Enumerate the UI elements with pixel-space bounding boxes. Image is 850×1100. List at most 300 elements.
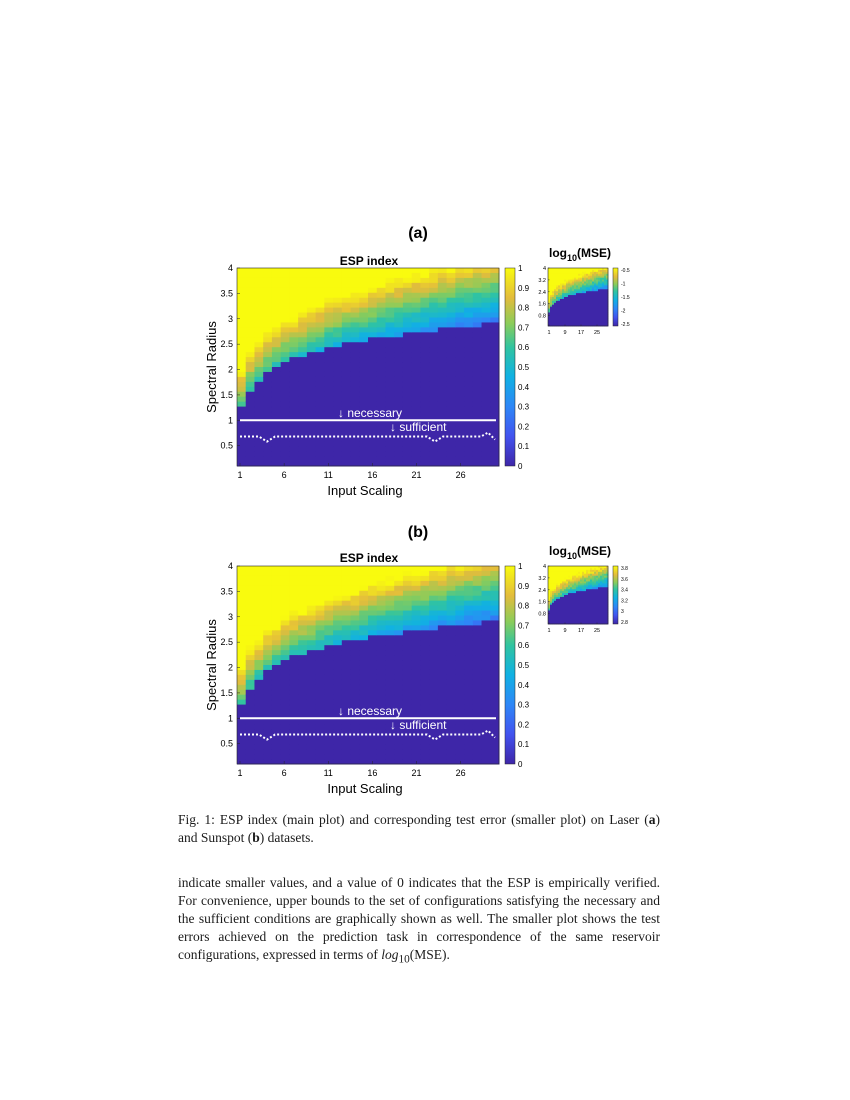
heatmap-cell bbox=[263, 729, 272, 734]
heatmap-cell bbox=[473, 426, 482, 431]
heatmap-cell bbox=[237, 407, 246, 412]
heatmap-cell bbox=[359, 322, 368, 327]
heatmap-cell bbox=[351, 601, 360, 606]
heatmap-cell bbox=[412, 645, 421, 650]
heatmap-cell bbox=[482, 675, 491, 680]
heatmap-cell bbox=[316, 739, 325, 744]
heatmap-cell bbox=[342, 665, 351, 670]
heatmap-cell bbox=[254, 670, 263, 675]
heatmap-cell bbox=[342, 347, 351, 352]
heatmap-cell bbox=[482, 387, 491, 392]
heatmap-cell bbox=[385, 581, 394, 586]
heatmap-cell bbox=[263, 705, 272, 710]
heatmap-cell bbox=[420, 367, 429, 372]
heatmap-cell bbox=[263, 724, 272, 729]
heatmap-cell bbox=[351, 446, 360, 451]
heatmap-cell bbox=[281, 754, 290, 759]
y-tick-label: 1.5 bbox=[220, 687, 233, 698]
x-tick-label: 26 bbox=[455, 768, 466, 778]
heatmap-cell bbox=[455, 293, 464, 298]
heatmap-cell bbox=[316, 426, 325, 431]
heatmap-cell bbox=[342, 441, 351, 446]
heatmap-cell bbox=[359, 352, 368, 357]
heatmap-cell bbox=[263, 426, 272, 431]
heatmap-cell bbox=[289, 759, 298, 764]
heatmap-cell bbox=[482, 754, 491, 759]
heatmap-cell bbox=[429, 655, 438, 660]
heatmap-cell bbox=[403, 446, 412, 451]
heatmap-cell bbox=[298, 724, 307, 729]
heatmap-cell bbox=[324, 352, 333, 357]
heatmap-cell bbox=[289, 695, 298, 700]
heatmap-cell bbox=[351, 441, 360, 446]
heatmap-cell bbox=[403, 616, 412, 621]
heatmap-cell bbox=[359, 719, 368, 724]
heatmap-cell bbox=[237, 616, 246, 621]
heatmap-cell bbox=[403, 705, 412, 710]
heatmap-cell bbox=[394, 441, 403, 446]
heatmap-cell bbox=[438, 347, 447, 352]
heatmap-cell bbox=[272, 382, 281, 387]
y-tick-label: 0.8 bbox=[538, 313, 546, 320]
x-tick-label: 21 bbox=[411, 470, 422, 480]
heatmap-cell bbox=[289, 426, 298, 431]
heatmap-cell bbox=[429, 630, 438, 635]
heatmap-cell bbox=[298, 412, 307, 417]
heatmap-cell bbox=[490, 705, 499, 710]
heatmap-cell bbox=[272, 650, 281, 655]
heatmap-cell bbox=[246, 352, 255, 357]
heatmap-cell bbox=[298, 367, 307, 372]
heatmap-cell bbox=[307, 660, 316, 665]
heatmap-cell bbox=[307, 377, 316, 382]
heatmap-cell bbox=[298, 298, 307, 303]
heatmap-cell bbox=[438, 352, 447, 357]
heatmap-cell bbox=[447, 412, 456, 417]
heatmap-cell bbox=[324, 273, 333, 278]
heatmap-cell bbox=[254, 611, 263, 616]
heatmap-cell bbox=[351, 581, 360, 586]
heatmap-cell bbox=[464, 710, 473, 715]
heatmap-cell bbox=[307, 650, 316, 655]
heatmap-cell bbox=[490, 327, 499, 332]
heatmap-cell bbox=[254, 397, 263, 402]
heatmap-cell bbox=[368, 611, 377, 616]
heatmap-cell bbox=[385, 377, 394, 382]
heatmap-cell bbox=[429, 397, 438, 402]
heatmap-cell bbox=[490, 754, 499, 759]
heatmap-cell bbox=[490, 650, 499, 655]
heatmap-cell bbox=[281, 377, 290, 382]
heatmap-cell bbox=[455, 387, 464, 392]
heatmap-cell bbox=[307, 441, 316, 446]
heatmap-cell bbox=[316, 308, 325, 313]
heatmap-cell bbox=[272, 759, 281, 764]
heatmap-cell bbox=[351, 596, 360, 601]
heatmap-cell bbox=[351, 749, 360, 754]
heatmap-cell bbox=[482, 342, 491, 347]
heatmap-cell bbox=[429, 571, 438, 576]
heatmap-cell bbox=[455, 685, 464, 690]
heatmap-cell bbox=[272, 327, 281, 332]
heatmap-cell bbox=[298, 342, 307, 347]
heatmap-cell bbox=[455, 313, 464, 318]
heatmap-cell bbox=[447, 690, 456, 695]
heatmap-cell bbox=[246, 446, 255, 451]
heatmap-cell bbox=[420, 586, 429, 591]
heatmap-cell bbox=[403, 392, 412, 397]
heatmap-cell bbox=[412, 446, 421, 451]
heatmap-cell bbox=[272, 303, 281, 308]
heatmap-cell bbox=[333, 367, 342, 372]
heatmap-cell bbox=[447, 640, 456, 645]
heatmap-cell bbox=[307, 754, 316, 759]
heatmap-cell bbox=[298, 576, 307, 581]
heatmap-cell bbox=[447, 744, 456, 749]
heatmap-cell bbox=[359, 273, 368, 278]
heatmap-cell bbox=[447, 362, 456, 367]
heatmap-cell bbox=[420, 596, 429, 601]
heatmap-cell bbox=[420, 377, 429, 382]
heatmap-cell bbox=[281, 640, 290, 645]
heatmap-cell bbox=[333, 313, 342, 318]
heatmap-cell bbox=[490, 362, 499, 367]
heatmap-cell bbox=[289, 342, 298, 347]
heatmap-cell bbox=[403, 318, 412, 323]
heatmap-cell bbox=[429, 268, 438, 273]
heatmap-cell bbox=[412, 293, 421, 298]
heatmap-cell bbox=[420, 670, 429, 675]
heatmap-cell bbox=[377, 665, 386, 670]
heatmap-cell bbox=[447, 591, 456, 596]
heatmap-cell bbox=[246, 313, 255, 318]
heatmap-cell bbox=[473, 700, 482, 705]
heatmap-cell bbox=[420, 606, 429, 611]
heatmap-cell bbox=[298, 635, 307, 640]
heatmap-cell bbox=[272, 392, 281, 397]
heatmap-cell bbox=[403, 278, 412, 283]
heatmap-cell bbox=[438, 362, 447, 367]
heatmap-cell bbox=[246, 412, 255, 417]
heatmap-cell bbox=[412, 367, 421, 372]
heatmap-cell bbox=[324, 313, 333, 318]
heatmap-cell bbox=[368, 342, 377, 347]
heatmap-cell bbox=[473, 352, 482, 357]
heatmap-cell bbox=[351, 719, 360, 724]
x-tick-label: 25 bbox=[593, 628, 601, 634]
heatmap-cell bbox=[490, 616, 499, 621]
heatmap-cell bbox=[420, 273, 429, 278]
heatmap-cell bbox=[316, 685, 325, 690]
heatmap-cell bbox=[342, 283, 351, 288]
heatmap-cell bbox=[420, 327, 429, 332]
heatmap-cell bbox=[333, 273, 342, 278]
heatmap-cell bbox=[359, 298, 368, 303]
heatmap-cell bbox=[412, 308, 421, 313]
heatmap-cell bbox=[420, 337, 429, 342]
heatmap-cell bbox=[420, 332, 429, 337]
heatmap-cell bbox=[394, 650, 403, 655]
heatmap-cell bbox=[394, 739, 403, 744]
heatmap-cell bbox=[289, 719, 298, 724]
heatmap-cell bbox=[246, 635, 255, 640]
heatmap-cell bbox=[490, 352, 499, 357]
heatmap-cell bbox=[482, 347, 491, 352]
heatmap-cell bbox=[237, 635, 246, 640]
heatmap-cell bbox=[420, 298, 429, 303]
heatmap-cell bbox=[464, 591, 473, 596]
heatmap-cell bbox=[298, 665, 307, 670]
heatmap-cell bbox=[394, 596, 403, 601]
heatmap-cell bbox=[351, 724, 360, 729]
heatmap-cell bbox=[272, 372, 281, 377]
heatmap-cell bbox=[455, 451, 464, 456]
heatmap-cell bbox=[429, 387, 438, 392]
heatmap-cell bbox=[464, 392, 473, 397]
heatmap-cell bbox=[473, 754, 482, 759]
heatmap-cell bbox=[464, 377, 473, 382]
heatmap-cell bbox=[359, 441, 368, 446]
heatmap-cell bbox=[324, 739, 333, 744]
heatmap-cell bbox=[281, 347, 290, 352]
heatmap-cell bbox=[464, 576, 473, 581]
heatmap-cell bbox=[490, 700, 499, 705]
heatmap-cell bbox=[385, 665, 394, 670]
heatmap-cell bbox=[455, 645, 464, 650]
heatmap-cell bbox=[412, 332, 421, 337]
heatmap-cell bbox=[455, 402, 464, 407]
colorbar-tick-label: -2.5 bbox=[621, 322, 630, 328]
heatmap-cell bbox=[482, 749, 491, 754]
heatmap-cell bbox=[490, 675, 499, 680]
heatmap-cell bbox=[237, 402, 246, 407]
heatmap-cell bbox=[351, 397, 360, 402]
heatmap-cell bbox=[412, 685, 421, 690]
heatmap-cell bbox=[420, 268, 429, 273]
heatmap-cell bbox=[420, 739, 429, 744]
heatmap-cell bbox=[333, 397, 342, 402]
body-paragraph: indicate smaller values, and a value of 0 indicates that the ESP is empirically verified. For convenience, upper bounds to the set of configurations satisfying the necessary and the sufficient conditions are graphically shown as well. The smaller plot shows the test errors achieved on the prediction task in correspondence of the same reservoir configurations, expressed in terms of $\log_{10}(MSE)$. bbox=[178, 875, 660, 966]
heatmap-cell bbox=[246, 566, 255, 571]
heatmap-cell bbox=[438, 337, 447, 342]
heatmap-cell bbox=[438, 749, 447, 754]
heatmap-cell bbox=[455, 655, 464, 660]
heatmap-cell bbox=[473, 566, 482, 571]
heatmap-cell bbox=[246, 596, 255, 601]
heatmap-cell bbox=[455, 719, 464, 724]
heatmap-cell bbox=[359, 581, 368, 586]
heatmap-cell bbox=[420, 318, 429, 323]
heatmap-cell bbox=[438, 591, 447, 596]
heatmap-cell bbox=[333, 754, 342, 759]
heatmap-cell bbox=[464, 441, 473, 446]
heatmap-cell bbox=[263, 387, 272, 392]
heatmap-cell bbox=[403, 680, 412, 685]
heatmap-cell bbox=[394, 759, 403, 764]
heatmap-cell bbox=[298, 601, 307, 606]
heatmap-cell bbox=[237, 273, 246, 278]
heatmap-cell bbox=[316, 640, 325, 645]
x-tick-label: 17 bbox=[577, 330, 585, 336]
heatmap-cell bbox=[403, 268, 412, 273]
heatmap-cell bbox=[263, 620, 272, 625]
heatmap-cell bbox=[385, 611, 394, 616]
heatmap-cell bbox=[447, 566, 456, 571]
heatmap-cell bbox=[438, 690, 447, 695]
heatmap-cell bbox=[473, 303, 482, 308]
heatmap-cell bbox=[289, 754, 298, 759]
colorbar-tick-label: 0.7 bbox=[518, 323, 530, 333]
heatmap-cell bbox=[237, 645, 246, 650]
heatmap-cell bbox=[412, 377, 421, 382]
heatmap-cell bbox=[412, 739, 421, 744]
heatmap-cell bbox=[482, 635, 491, 640]
heatmap-cell bbox=[254, 298, 263, 303]
heatmap-cell bbox=[377, 670, 386, 675]
heatmap-cell bbox=[473, 387, 482, 392]
heatmap-cell bbox=[473, 680, 482, 685]
heatmap-cell bbox=[246, 372, 255, 377]
heatmap-cell bbox=[333, 670, 342, 675]
heatmap-cell bbox=[394, 630, 403, 635]
heatmap-cell bbox=[298, 337, 307, 342]
heatmap-cell bbox=[377, 347, 386, 352]
heatmap-cell bbox=[324, 695, 333, 700]
heatmap-cell bbox=[342, 680, 351, 685]
heatmap-cell bbox=[368, 327, 377, 332]
heatmap-cell bbox=[254, 591, 263, 596]
heatmap-cell bbox=[316, 645, 325, 650]
y-tick-label: 1 bbox=[227, 415, 233, 426]
heatmap-cell bbox=[412, 734, 421, 739]
heatmap-cell bbox=[368, 591, 377, 596]
heatmap-cell bbox=[254, 690, 263, 695]
heatmap-cell bbox=[359, 367, 368, 372]
heatmap-cell bbox=[333, 283, 342, 288]
x-axis-label: Input Scaling bbox=[327, 781, 403, 796]
heatmap-cell bbox=[316, 576, 325, 581]
heatmap-cell bbox=[455, 372, 464, 377]
heatmap-cell bbox=[324, 278, 333, 283]
heatmap-cell bbox=[289, 616, 298, 621]
heatmap-cell bbox=[237, 372, 246, 377]
heatmap-cell bbox=[316, 412, 325, 417]
heatmap-cell bbox=[447, 685, 456, 690]
heatmap-cell bbox=[272, 601, 281, 606]
heatmap-cell bbox=[333, 382, 342, 387]
heatmap-cell bbox=[342, 566, 351, 571]
heatmap-cell bbox=[412, 586, 421, 591]
heatmap-cell bbox=[394, 293, 403, 298]
heatmap-cell bbox=[237, 412, 246, 417]
heatmap-cell bbox=[272, 352, 281, 357]
heatmap-cell bbox=[263, 581, 272, 586]
heatmap-cell bbox=[412, 387, 421, 392]
heatmap-cell bbox=[246, 749, 255, 754]
heatmap-cell bbox=[359, 392, 368, 397]
heatmap-cell bbox=[447, 273, 456, 278]
heatmap-cell bbox=[482, 596, 491, 601]
x-tick-label: 1 bbox=[237, 768, 243, 778]
heatmap-cell bbox=[455, 303, 464, 308]
heatmap-cell bbox=[412, 441, 421, 446]
heatmap-cell bbox=[482, 665, 491, 670]
heatmap-cell bbox=[464, 303, 473, 308]
heatmap-cell bbox=[473, 601, 482, 606]
heatmap-cell bbox=[359, 397, 368, 402]
heatmap-cell bbox=[412, 596, 421, 601]
heatmap-cell bbox=[482, 446, 491, 451]
heatmap-cell bbox=[464, 382, 473, 387]
heatmap-cell bbox=[473, 739, 482, 744]
heatmap-cell bbox=[447, 630, 456, 635]
heatmap-cell bbox=[420, 625, 429, 630]
heatmap-cell bbox=[368, 749, 377, 754]
heatmap-cell bbox=[368, 695, 377, 700]
heatmap-cell bbox=[359, 606, 368, 611]
heatmap-cell bbox=[263, 268, 272, 273]
heatmap-cell bbox=[324, 308, 333, 313]
heatmap-cell bbox=[281, 645, 290, 650]
heatmap-cell bbox=[254, 451, 263, 456]
heatmap-cell bbox=[412, 690, 421, 695]
heatmap-cell bbox=[237, 586, 246, 591]
heatmap-cell bbox=[482, 690, 491, 695]
heatmap-cell bbox=[403, 402, 412, 407]
heatmap-cell bbox=[307, 278, 316, 283]
heatmap-cell bbox=[455, 382, 464, 387]
heatmap-cell bbox=[368, 357, 377, 362]
heatmap-cell bbox=[333, 308, 342, 313]
heatmap-cell bbox=[281, 630, 290, 635]
heatmap-cell bbox=[298, 759, 307, 764]
heatmap-cell bbox=[482, 308, 491, 313]
heatmap-cell bbox=[237, 601, 246, 606]
heatmap-cell bbox=[307, 327, 316, 332]
heatmap-cell bbox=[351, 322, 360, 327]
heatmap-cell bbox=[342, 357, 351, 362]
heatmap-cell bbox=[254, 680, 263, 685]
heatmap-cell bbox=[420, 362, 429, 367]
heatmap-cell bbox=[438, 303, 447, 308]
heatmap-cell bbox=[447, 650, 456, 655]
heatmap-cell bbox=[394, 352, 403, 357]
heatmap-cell bbox=[342, 591, 351, 596]
heatmap-cell bbox=[263, 695, 272, 700]
heatmap-cell bbox=[272, 441, 281, 446]
heatmap-cell bbox=[298, 327, 307, 332]
heatmap-cell bbox=[438, 665, 447, 670]
heatmap-cell bbox=[281, 581, 290, 586]
heatmap-cell bbox=[237, 611, 246, 616]
heatmap-cell bbox=[385, 759, 394, 764]
heatmap-cell bbox=[246, 273, 255, 278]
heatmap-cell bbox=[394, 461, 403, 466]
heatmap-cell bbox=[298, 332, 307, 337]
heatmap-cell bbox=[420, 566, 429, 571]
heatmap-cell bbox=[324, 660, 333, 665]
heatmap-cell bbox=[464, 327, 473, 332]
heatmap-cell bbox=[377, 611, 386, 616]
heatmap-cell bbox=[324, 446, 333, 451]
heatmap-cell bbox=[490, 372, 499, 377]
heatmap-cell bbox=[377, 616, 386, 621]
heatmap-cell bbox=[246, 357, 255, 362]
heatmap-cell bbox=[377, 362, 386, 367]
heatmap-cell bbox=[307, 596, 316, 601]
heatmap-cell bbox=[385, 670, 394, 675]
heatmap-cell bbox=[385, 392, 394, 397]
